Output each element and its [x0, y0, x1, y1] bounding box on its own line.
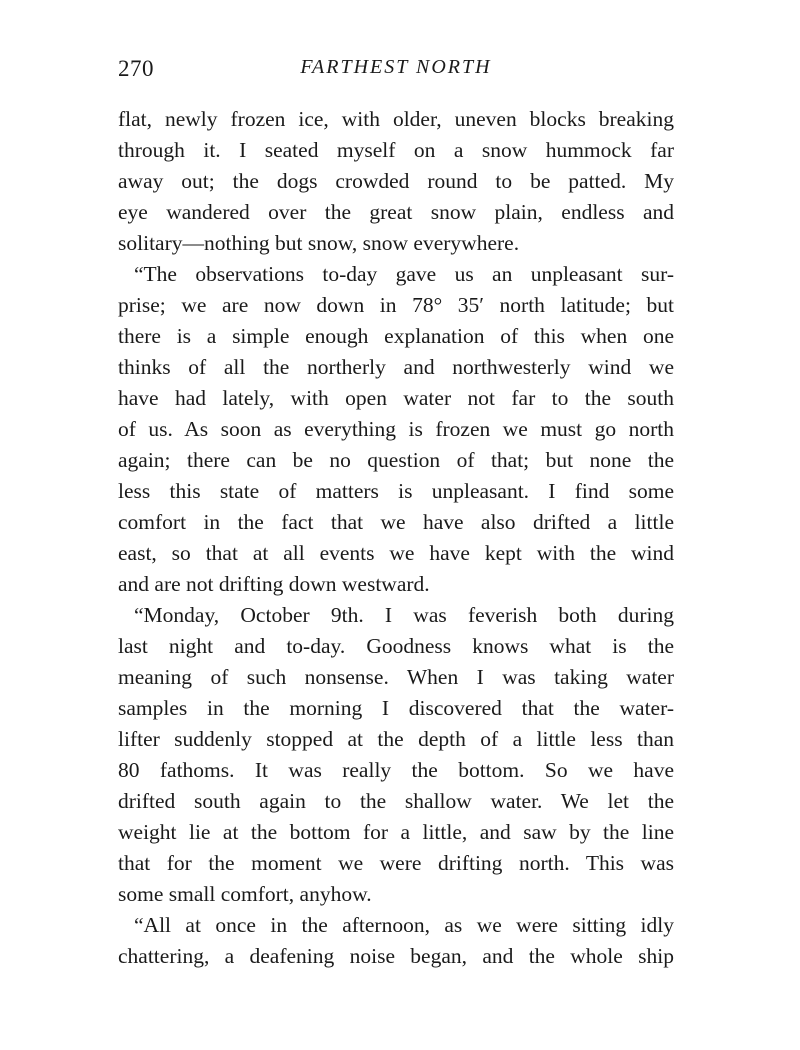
text-line: less this state of matters is unpleasant. I find some: [118, 479, 674, 503]
text-line: drifted south again to the shallow water. We let the: [118, 789, 674, 813]
text-line: thinks of all the northerly and northwesterly wind we: [118, 355, 674, 379]
running-head: [118, 56, 674, 86]
body-text: [118, 104, 674, 972]
text-line: away out; the dogs crowded round to be patted. My: [118, 169, 674, 193]
text-line: through it. I seated myself on a snow hummock far: [118, 138, 674, 162]
text-line: that for the moment we were drifting north. This was: [118, 851, 674, 875]
text-line: of us. As soon as everything is frozen we must go north: [118, 417, 674, 441]
text-line: eye wandered over the great snow plain, endless and: [118, 200, 674, 224]
text-line: have had lately, with open water not far to the south: [118, 386, 674, 410]
text-line: again; there can be no question of that; but none the: [118, 448, 674, 472]
text-line: “The observations to-day gave us an unpleasant sur-: [134, 262, 674, 286]
text-line: east, so that at all events we have kept with the wind: [118, 541, 674, 565]
text-line: comfort in the fact that we have also drifted a little: [118, 510, 674, 534]
text-line: chattering, a deafening noise began, and the whole ship: [118, 944, 674, 968]
text-line: 80 fathoms. It was really the bottom. So we have: [118, 758, 674, 782]
text-line: “All at once in the afternoon, as we were sitting idly: [134, 913, 674, 937]
page-number: 270: [118, 56, 154, 81]
text-line: flat, newly frozen ice, with older, uneven blocks breaking: [118, 107, 674, 131]
text-line: some small comfort, anyhow.: [118, 882, 372, 906]
text-line: prise; we are now down in 78° 35′ north latitude; but: [118, 293, 674, 317]
text-line: and are not drifting down westward.: [118, 572, 430, 596]
text-line: weight lie at the bottom for a little, and saw by the line: [118, 820, 674, 844]
text-line: last night and to-day. Goodness knows what is the: [118, 634, 674, 658]
text-line: meaning of such nonsense. When I was taking water: [118, 665, 674, 689]
running-title: FARTHEST NORTH: [300, 56, 492, 78]
text-line: “Monday, October 9th. I was feverish both during: [134, 603, 674, 627]
text-line: solitary—nothing but snow, snow everywhere.: [118, 231, 520, 255]
text-line: lifter suddenly stopped at the depth of a little less than: [118, 727, 674, 751]
text-line: there is a simple enough explanation of this when one: [118, 324, 674, 348]
text-line: samples in the morning I discovered that the water-: [118, 696, 674, 720]
